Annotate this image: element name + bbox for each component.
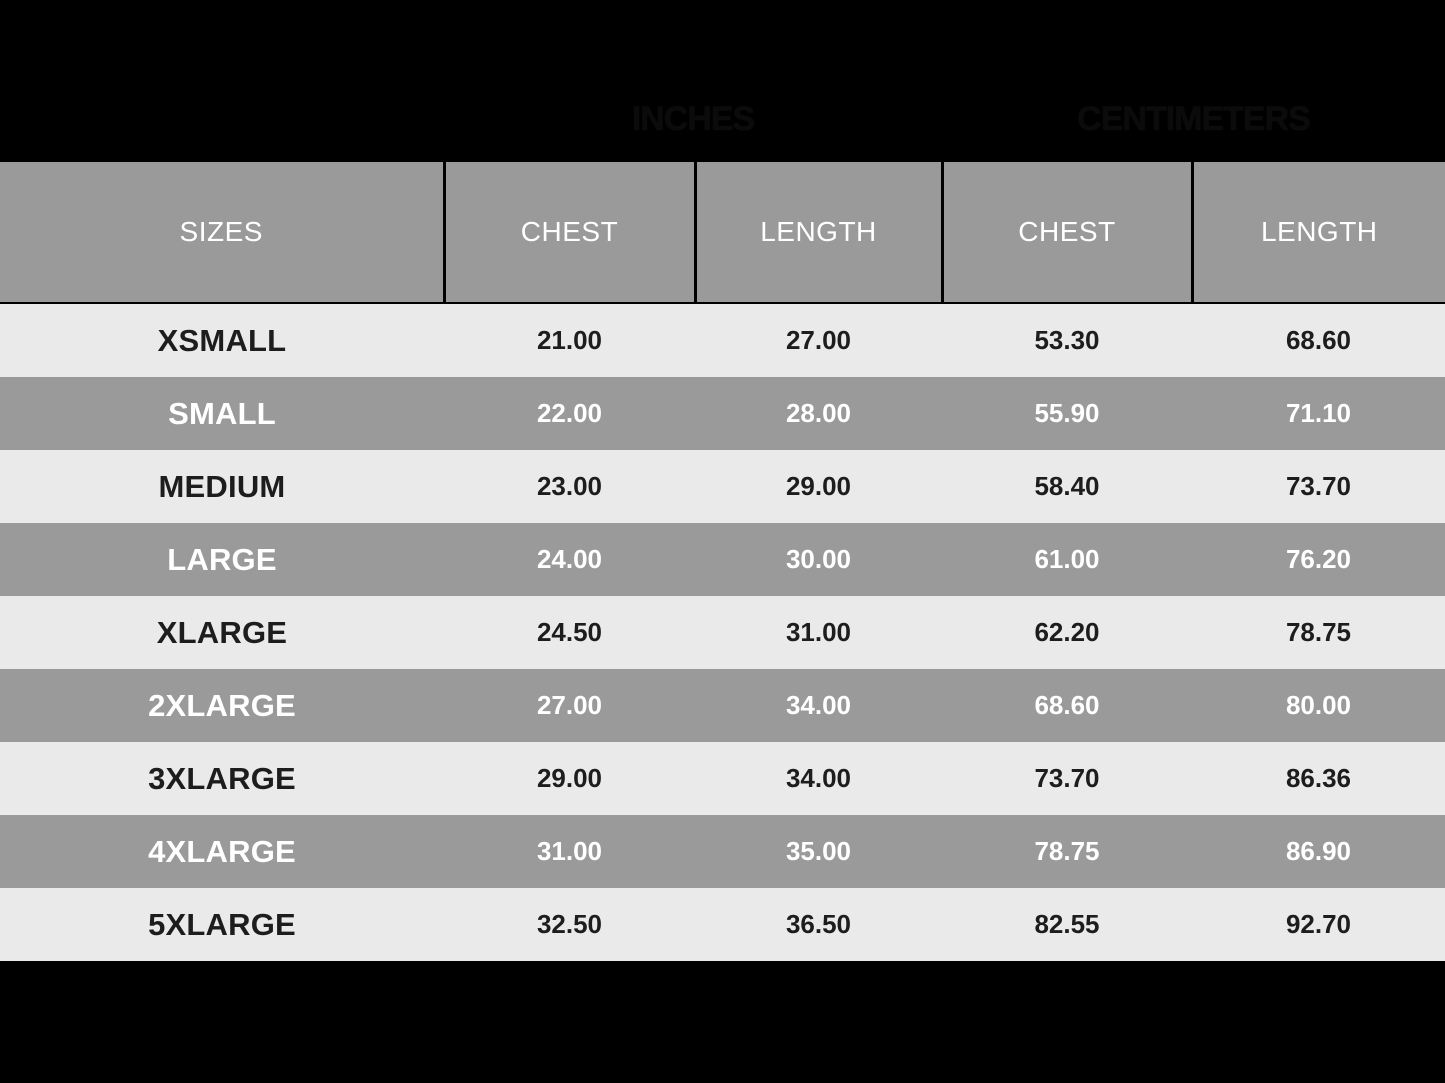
cell-cm-length: 68.60 — [1192, 303, 1445, 377]
cell-cm-chest: 82.55 — [942, 888, 1192, 961]
cell-inches-chest: 29.00 — [444, 742, 695, 815]
column-header-inches-chest: CHEST — [444, 162, 695, 303]
cell-inches-length: 36.50 — [695, 888, 942, 961]
cell-inches-length: 31.00 — [695, 596, 942, 669]
table-row — [0, 450, 1445, 523]
column-header-inches-length: LENGTH — [695, 162, 942, 303]
table-row — [0, 742, 1445, 815]
cell-cm-length: 73.70 — [1192, 450, 1445, 523]
cell-cm-length: 86.36 — [1192, 742, 1445, 815]
cell-size: MEDIUM — [0, 450, 444, 523]
cell-cm-length: 80.00 — [1192, 669, 1445, 742]
cell-size: SMALL — [0, 377, 444, 450]
table-row — [0, 888, 1445, 961]
cell-size: 4XLARGE — [0, 815, 444, 888]
cell-inches-chest: 32.50 — [444, 888, 695, 961]
cell-cm-chest: 62.20 — [942, 596, 1192, 669]
cell-inches-chest: 23.00 — [444, 450, 695, 523]
cell-size: LARGE — [0, 523, 444, 596]
table-row — [0, 669, 1445, 742]
cell-cm-chest: 68.60 — [942, 669, 1192, 742]
table-header — [0, 162, 1445, 303]
cell-size: XLARGE — [0, 596, 444, 669]
cell-inches-chest: 24.00 — [444, 523, 695, 596]
column-header-cm-chest: CHEST — [942, 162, 1192, 303]
table-header-row — [0, 162, 1445, 303]
cell-inches-chest: 24.50 — [444, 596, 695, 669]
cell-cm-chest: 55.90 — [942, 377, 1192, 450]
column-header-sizes: SIZES — [0, 162, 444, 303]
cell-cm-chest: 53.30 — [942, 303, 1192, 377]
cell-cm-length: 86.90 — [1192, 815, 1445, 888]
table-row — [0, 596, 1445, 669]
cell-inches-length: 34.00 — [695, 742, 942, 815]
table-body — [0, 303, 1445, 961]
cell-size: 3XLARGE — [0, 742, 444, 815]
cell-cm-chest: 78.75 — [942, 815, 1192, 888]
table-row — [0, 523, 1445, 596]
group-heading-centimeters: CENTIMETERS — [1077, 100, 1310, 138]
cell-inches-length: 35.00 — [695, 815, 942, 888]
cell-inches-length: 27.00 — [695, 303, 942, 377]
cell-size: 2XLARGE — [0, 669, 444, 742]
cell-inches-chest: 27.00 — [444, 669, 695, 742]
cell-inches-chest: 22.00 — [444, 377, 695, 450]
cell-cm-chest: 61.00 — [942, 523, 1192, 596]
cell-cm-chest: 58.40 — [942, 450, 1192, 523]
column-header-cm-length: LENGTH — [1192, 162, 1445, 303]
cell-size: XSMALL — [0, 303, 444, 377]
cell-inches-length: 29.00 — [695, 450, 942, 523]
cell-inches-chest: 21.00 — [444, 303, 695, 377]
cell-size: 5XLARGE — [0, 888, 444, 961]
cell-cm-chest: 73.70 — [942, 742, 1192, 815]
size-chart-table — [0, 162, 1445, 961]
cell-inches-chest: 31.00 — [444, 815, 695, 888]
group-heading-inches: INCHES — [631, 100, 755, 138]
table-row — [0, 377, 1445, 450]
table-row — [0, 815, 1445, 888]
cell-cm-length: 92.70 — [1192, 888, 1445, 961]
cell-inches-length: 28.00 — [695, 377, 942, 450]
table-row — [0, 303, 1445, 377]
cell-cm-length: 78.75 — [1192, 596, 1445, 669]
unit-group-headings — [0, 100, 1445, 150]
cell-inches-length: 34.00 — [695, 669, 942, 742]
cell-cm-length: 71.10 — [1192, 377, 1445, 450]
cell-inches-length: 30.00 — [695, 523, 942, 596]
cell-cm-length: 76.20 — [1192, 523, 1445, 596]
